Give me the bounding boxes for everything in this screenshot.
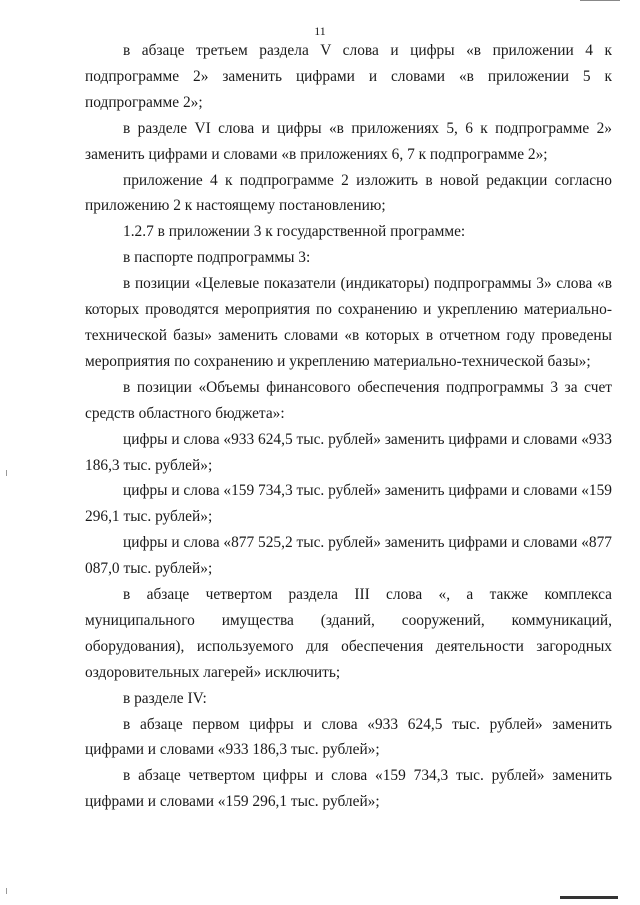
scan-artifact-edge <box>6 470 7 476</box>
paragraph: цифры и слова «159 734,3 тыс. рублей» заменить цифрами и словами «159 296,1 тыс. рублей»; <box>85 482 612 526</box>
paragraph: в абзаце третьем раздела V слова и цифры «в приложении 4 к подпрограмме 2» заменить цифрами и словами «в приложении 5 к подпрограмме 2»; <box>85 42 612 111</box>
paragraph: в разделе VI слова и цифры «в приложениях 5, 6 к подпрограмме 2» заменить цифрами и словами «в приложениях 6, 7 к подпрограмме 2»; <box>85 119 612 163</box>
paragraph: цифры и слова «933 624,5 тыс. рублей» заменить цифрами и словами «933 186,3 тыс. рублей»; <box>85 430 612 474</box>
document-body <box>85 38 612 815</box>
paragraph: цифры и слова «877 525,2 тыс. рублей» заменить цифрами и словами «877 087,0 тыс. рублей»; <box>85 534 612 578</box>
paragraph: в абзаце четвертом раздела III слова «, а также комплекса муниципального имущества (зданий, сооружений, коммуникаций, оборудования), используемого для обеспечения деятельности загородных оздоровительных лагерей» исключить; <box>85 586 612 681</box>
paragraph: в позиции «Объемы финансового обеспечения подпрограммы 3 за счет средств областного бюджета»: <box>85 378 612 422</box>
scan-artifact-edge <box>6 888 7 894</box>
paragraph: в абзаце четвертом цифры и слова «159 734,3 тыс. рублей» заменить цифрами и словами «159 296,1 тыс. рублей»; <box>85 767 612 811</box>
page-number: 11 <box>314 24 326 38</box>
paragraph: в позиции «Целевые показатели (индикаторы) подпрограммы 3» слова «в которых проводятся мероприятия по сохранению и укреплению материально-технической базы» заменить словами «в которых в отчетном году проведены мероприятия по сохранению и укреплению материально-технической базы»; <box>85 275 612 370</box>
paragraph: в паспорте подпрограммы 3: <box>123 249 311 267</box>
paragraph: в абзаце первом цифры и слова «933 624,5 тыс. рублей» заменить цифрами и словами «933 186,3 тыс. рублей»; <box>85 715 612 759</box>
paragraph: 1.2.7 в приложении 3 к государственной программе: <box>123 223 466 241</box>
paragraph: в разделе IV: <box>123 689 207 707</box>
scan-artifact-top <box>580 0 620 1</box>
scan-artifact-bottom <box>560 896 618 899</box>
paragraph: приложение 4 к подпрограмме 2 изложить в новой редакции согласно приложению 2 к настоящему постановлению; <box>85 171 612 215</box>
